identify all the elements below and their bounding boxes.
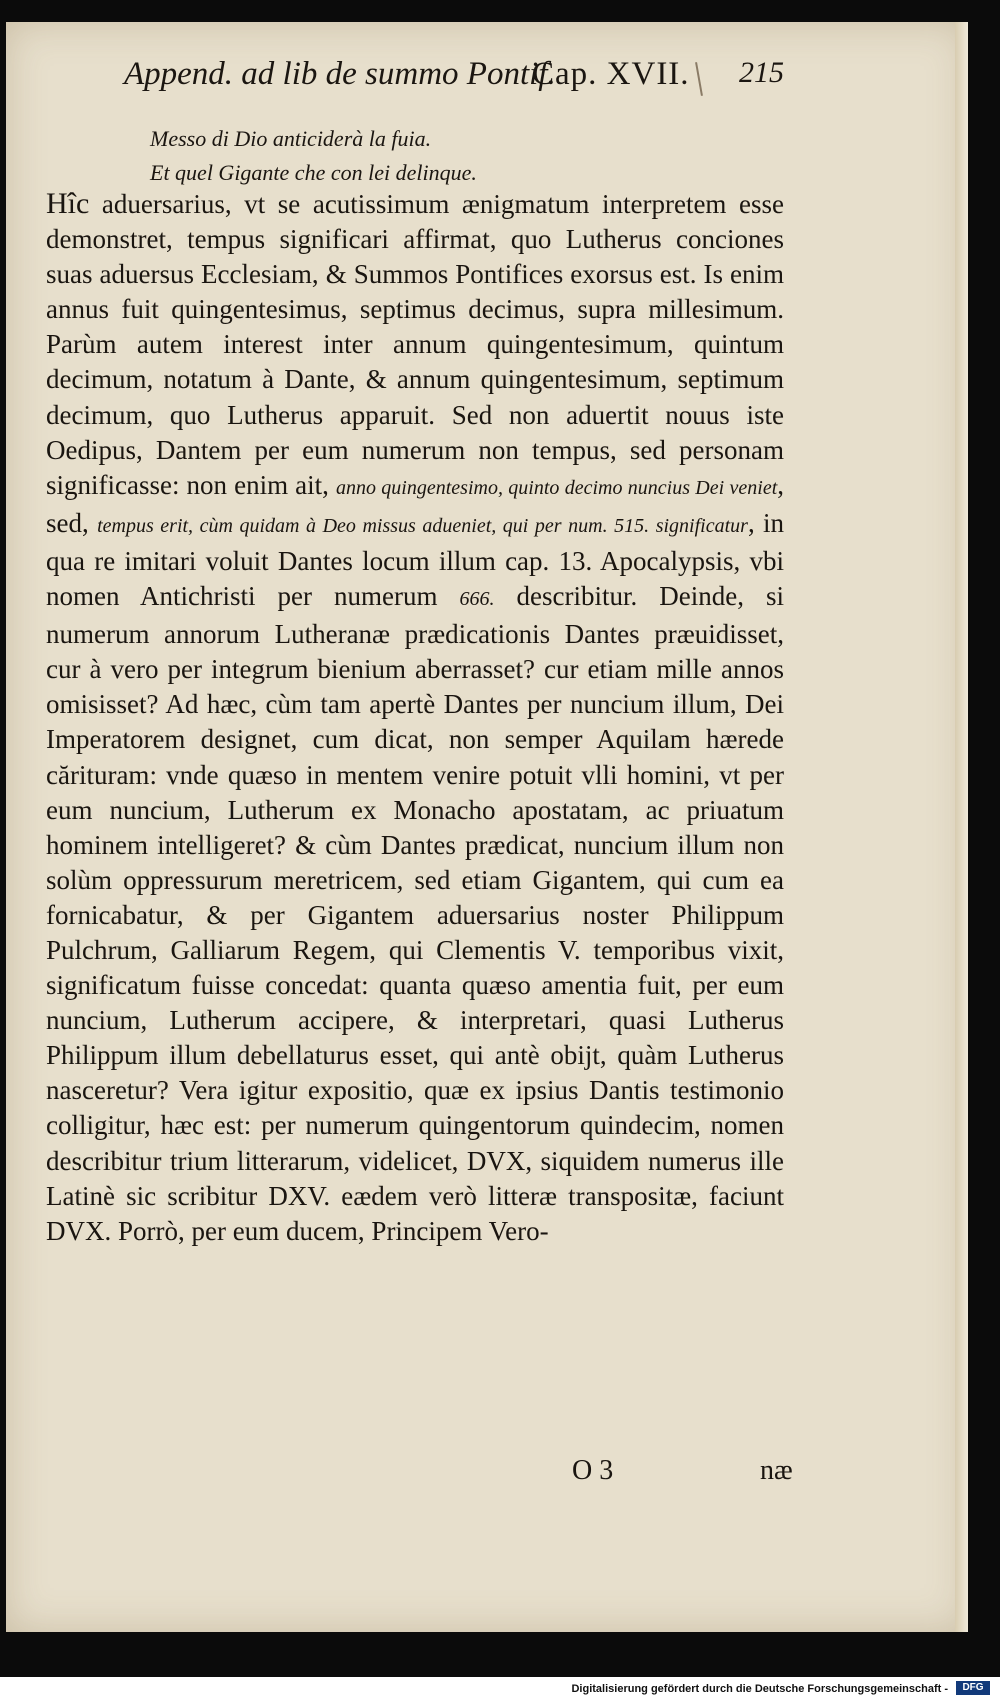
running-header [124,56,784,100]
body-text-2: , sed, [46,469,785,538]
signature-mark: O 3 [572,1455,614,1486]
italic-phrase-1: anno quingentesimo, quinto decimo nuncius Dei veniet [335,476,778,499]
catchword: næ [760,1455,793,1486]
italic-number: 666. [459,588,495,611]
verse-line-1: Messo di Dio anticiderà la fuia. [150,126,432,151]
verse-quotation [150,122,910,190]
body-text-3: , in qua re imitari voluit Dantes locum illum cap. 13. Apocalypsis, vbi nomen Antichristi per numerum [46,507,784,612]
body-text-1: aduersarius, vt se acutissimum ænigmatum interpretem esse demonstret, tempus significari affirmat, quo Lutherus conciones suas aduersus Ecclesiam, & Summos Pontifices exorsus est. Is enim annus fuit quingentesimus, septimus decimus, supra millesimum. Parùm autem interest inter annum quingentesimum, quintum decimum, notatum à Dante, & annum quingentesimum, septimum decimum, quo Lutherus apparuit. Sed non aduertit nouus iste Oedipus, Dantem per eum numerum non tempus, sed personam significasse: non enim ait, [46,189,784,500]
chapter-label: Cap. XVII. [532,56,690,92]
dfg-logo-icon: DFG [956,1681,990,1695]
italic-phrase-2: tempus erit, cùm quidam à Deo missus adueniet, qui per num. 515. significatur [97,514,748,537]
opening-word: Hîc [46,187,90,220]
page-number: 215 [739,56,784,89]
page-footer [0,1455,968,1495]
verse-line-2: Et quel Gigante che con lei delinque. [150,160,477,185]
credit-strip [0,1677,1000,1697]
body-text-4: describitur. Deinde, si numerum annorum Lutheranæ prædicationis Dantes præuidisset, cur à vero per integrum bienium aberrasset? cur etiam mille annos omisisset? Ad hæc, cùm tam apertè Dantes per nuncium illum, Dei Imperatorem designet, cum dicat, non semper Aquilam hærede cărituram: vnde quæso in mentem venire potuit vlli homini, vt per eum nuncium, Lutherum ex Monacho apostatam, ac priuatum hominem intelligeret? & cùm Dantes prædicat, nuncium illum non solùm oppressurum meretricem, sed etiam Gigantem, qui cum ea fornicabatur, & per Gigantem aduersarius noster Philippum Pulchrum, Galliarum Regem, qui Clementis V. temporibus vixit, significatum fuisse concedat: quanta quæso amentia fuit, per eum nuncium, Lutherum accipere, & interpretari, quasi Lutherus Philippum illum debellaturus esset, qui antè obijt, quàm Lutherus nasceretur? Vera igitur expositio, quæ ex ipsius Dantis testimonio colligitur, hæc est: per numerum quingentorum quindecim, nomen describitur trium litterarum, videlicet, DVX, siquidem numerus ille Latinè sic scribitur DXV. eædem verò litteræ transpositæ, faciunt DVX. Porrò, per eum ducem, Principem Vero- [46,581,784,1246]
body-paragraph [46,186,784,1249]
running-title: Append. ad lib de summo Pontif. [124,56,556,92]
funding-credit: Digitalisierung gefördert durch die Deutsche Forschungsgemeinschaft - [571,1683,948,1695]
page-edge [955,22,968,1632]
